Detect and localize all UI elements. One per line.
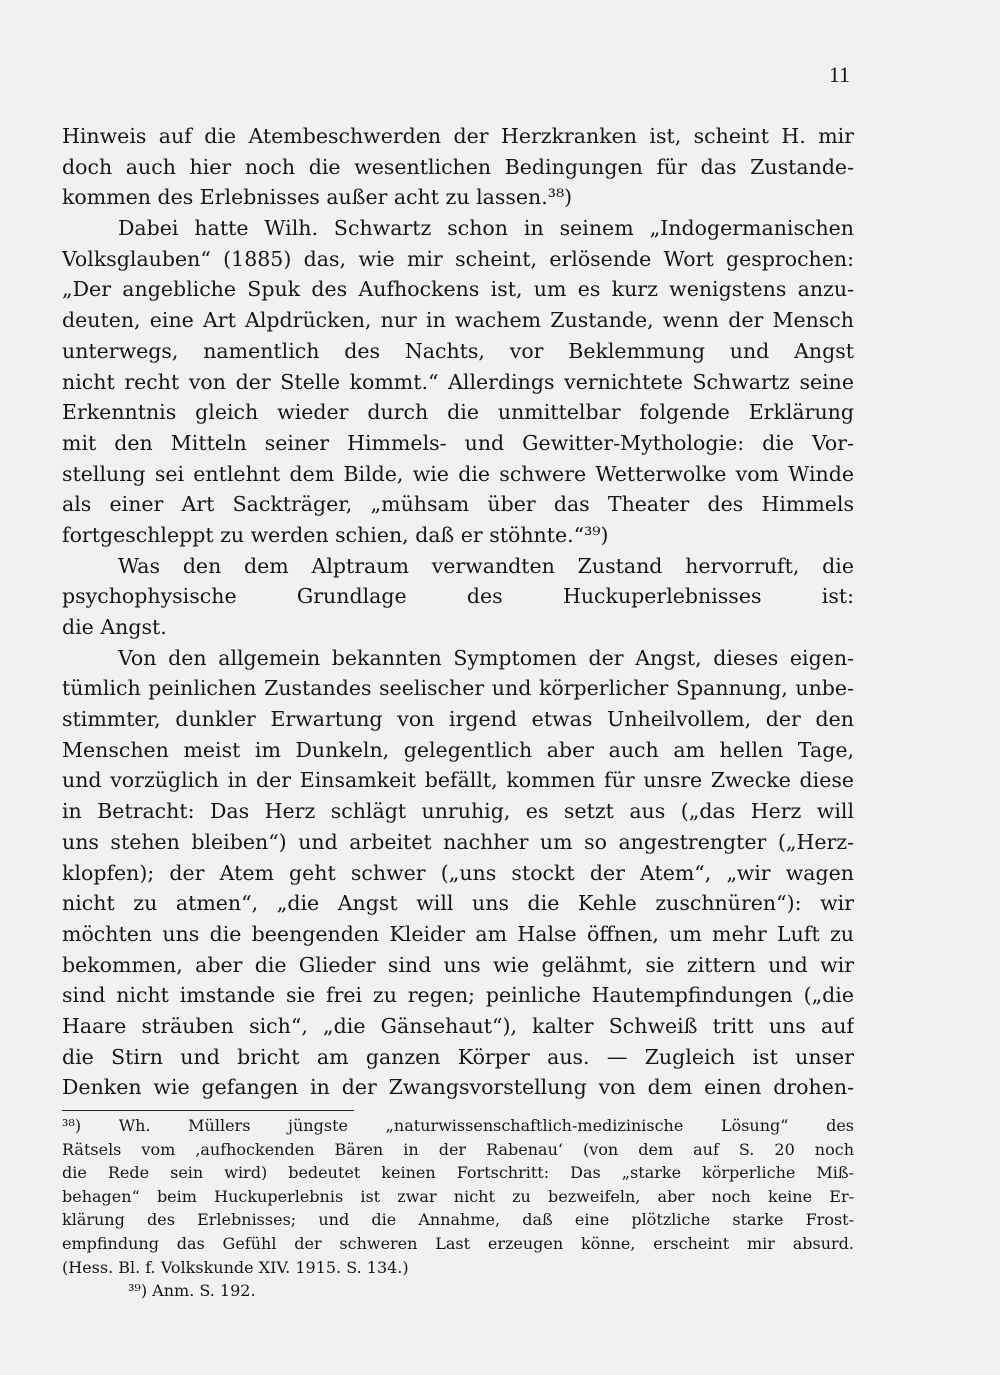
body-line: „Der angebliche Spuk des Aufhockens ist, um es kurz wenigstens anzu-	[62, 277, 854, 302]
body-line: als einer Art Sackträger, „mühsam über das Theater des Himmels	[62, 492, 854, 517]
body-line: die Stirn und bricht am ganzen Körper aus. — Zugleich ist unser	[62, 1044, 854, 1069]
footnote-line: (Hess. Bl. f. Volkskunde XIV. 1915. S. 134.)	[62, 1257, 409, 1277]
footnotes	[62, 1114, 854, 1303]
body-line: mit den Mitteln seiner Himmels- und Gewitter-Mythologie: die Vor-	[62, 430, 854, 455]
footnote-line: ³⁸) Wh. Müllers jüngste „naturwissenschaftlich-medizinische Lösung“ des	[62, 1116, 854, 1135]
body-line: Menschen meist im Dunkeln, gelegentlich aber auch am hellen Tage,	[62, 737, 854, 762]
body-line: fortgeschleppt zu werden schien, daß er stöhnte.“³⁹)	[62, 522, 609, 547]
body-line: Dabei hatte Wilh. Schwartz schon in seinem „Indogermanischen	[118, 216, 854, 241]
body-line: Erkenntnis gleich wieder durch die unmittelbar folgende Erklärung	[62, 400, 854, 425]
body-line: psychophysische Grundlage des Huckuperlebnisses ist:	[62, 584, 854, 609]
body-line: Volksglauben“ (1885) das, wie mir scheint, erlösende Wort gesprochen:	[62, 246, 854, 271]
body-line: bekommen, aber die Glieder sind uns wie gelähmt, sie zittern und wir	[62, 952, 854, 977]
body-line: Von den allgemein bekannten Symptomen der Angst, dieses eigen-	[118, 645, 854, 670]
body-line: und vorzüglich in der Einsamkeit befällt, kommen für unsre Zwecke diese	[62, 768, 854, 793]
footnote-line: ³⁹) Anm. S. 192.	[128, 1281, 256, 1301]
body-line: klopfen); der Atem geht schwer („uns stockt der Atem“, „wir wagen	[62, 860, 854, 885]
body-line: nicht zu atmen“, „die Angst will uns die Kehle zuschnüren“): wir	[62, 891, 854, 916]
footnote-divider	[62, 1110, 354, 1111]
body-line: sind nicht imstande sie frei zu regen; peinliche Hautempfindungen („die	[62, 983, 854, 1008]
body-line: Hinweis auf die Atembeschwerden der Herzkranken ist, scheint H. mir	[62, 124, 854, 148]
body-line: in Betracht: Das Herz schlägt unruhig, es setzt aus („das Herz will	[62, 799, 854, 824]
body-line: die Angst.	[62, 615, 167, 639]
page-number: 11	[828, 62, 850, 87]
body-line: unterwegs, namentlich des Nachts, vor Beklemmung und Angst	[62, 338, 854, 363]
body-line: möchten uns die beengenden Kleider am Halse öffnen, um mehr Luft zu	[62, 921, 854, 946]
body-line: nicht recht von der Stelle kommt.“ Allerdings vernichtete Schwartz seine	[62, 369, 854, 394]
body-line: doch auch hier noch die wesentlichen Bedingungen für das Zustande-	[62, 154, 854, 179]
body-line: deuten, eine Art Alpdrücken, nur in wachem Zustande, wenn der Mensch	[62, 308, 854, 333]
body-line: kommen des Erlebnisses außer acht zu lassen.³⁸)	[62, 185, 573, 210]
footnote-line: behagen“ beim Huckuperlebnis ist zwar nicht zu bezweifeln, aber noch keine Er-	[62, 1186, 854, 1206]
footnote-line: die Rede sein wird) bedeutet keinen Fortschritt: Das „starke körperliche Miß-	[62, 1163, 854, 1183]
body-line: uns stehen bleiben“) und arbeitet nachher um so angestrengter („Herz-	[62, 829, 854, 854]
body-text	[62, 121, 854, 1103]
body-line: Haare sträuben sich“, „die Gänsehaut“), kalter Schweiß tritt uns auf	[62, 1013, 854, 1038]
footnote-line: klärung des Erlebnisses; und die Annahme, daß eine plötzliche starke Frost-	[62, 1210, 854, 1230]
body-line: Was den dem Alptraum verwandten Zustand hervorruft, die	[118, 553, 854, 578]
body-line: stellung sei entlehnt dem Bilde, wie die schwere Wetterwolke vom Winde	[62, 461, 854, 486]
body-line: stimmter, dunkler Erwartung von irgend etwas Unheilvollem, der den	[62, 707, 854, 732]
footnote-line: empfindung das Gefühl der schweren Last erzeugen könne, erscheint mir absurd.	[62, 1233, 854, 1253]
body-line: tümlich peinlichen Zustandes seelischer und körperlicher Spannung, unbe-	[62, 676, 854, 701]
body-line: Denken wie gefangen in der Zwangsvorstellung von dem einen drohen-	[62, 1075, 854, 1100]
footnote-line: Rätsels vom ‚aufhockenden Bären in der Rabenau‘ (von dem auf S. 20 noch	[62, 1139, 854, 1159]
